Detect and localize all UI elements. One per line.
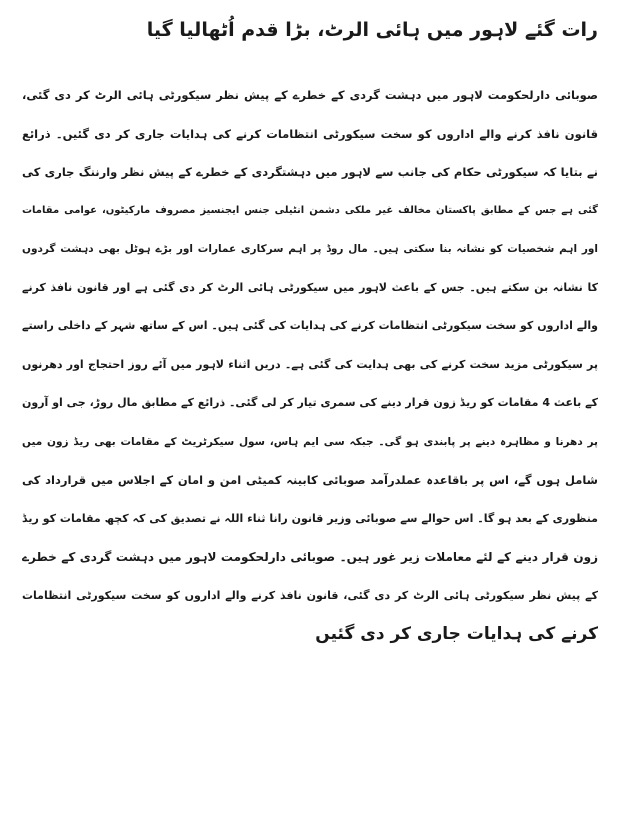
article-line: شامل ہوں گے، اس پر باقاعدہ عملدرآمد صوبائی کابینہ کمیٹی امن و امان کے اجلاس میں قرارداد کی bbox=[22, 473, 598, 487]
article-line: پر دھرنا و مظاہرہ دینے پر پابندی ہو گی۔ جبکہ سی ایم ہاس، سول سیکرٹریٹ کے مقامات بھی ریڈ زون میں bbox=[22, 435, 598, 448]
article-line: اور اہم شخصیات کو نشانہ بنا سکتی ہیں۔ مال روڈ پر اہم سرکاری عمارات اور بڑے ہوٹل بھی دہشت گردوں bbox=[22, 243, 598, 255]
article-line: کرنے کی ہدایات جاری کر دی گئیں bbox=[315, 624, 598, 644]
article-line: زون قرار دینے کے لئے معاملات زیر غور ہیں۔ صوبائی دارلحکومت لاہور میں دہشت گردی کے خطرے bbox=[22, 550, 598, 564]
article-line: صوبائی دارلحکومت لاہور میں دہشت گردی کے خطرے کے پیش نظر سیکورٹی ہائی الرٹ کر دی گئی، bbox=[22, 88, 598, 102]
article-headline: رات گئے لاہور میں ہائی الرٹ، بڑا قدم اُٹھالیا گیا bbox=[146, 19, 598, 41]
article-line: والے اداروں کو سخت سیکورٹی انتظامات کرنے کی ہدایات کی گئی ہیں۔ اس کے ساتھ شہر کے داخلی راستے bbox=[22, 319, 598, 332]
article-line: کے باعث 4 مقامات کو ریڈ زون قرار دینے کی سمری تیار کر لی گئی۔ ذرائع کے مطابق مال روڑ، جی او آرون bbox=[22, 396, 598, 409]
article-line: منظوری کے بعد ہو گا۔ اس حوالے سے صوبائی وزیر قانون رانا ثناء اللہ نے تصدیق کی کہ کچھ مقامات کو ریڈ bbox=[22, 511, 598, 525]
article-line: نے بتایا کہ سیکورٹی حکام کی جانب سے لاہور میں دہشتگردی کے خطرے کے پیش نظر وارننگ جاری کی bbox=[22, 165, 598, 179]
article-line: قانون نافذ کرنے والے اداروں کو سخت سیکورٹی انتظامات کرنے کی ہدایات جاری کر دی گئیں۔ ذرائع bbox=[22, 126, 598, 141]
article-line: گئی ہے جس کے مطابق پاکستان مخالف غیر ملکی دشمن انٹیلی جنس ایجنسیز مصروف مارکیٹوں، عوامی مقامات bbox=[22, 204, 598, 216]
article-line: کے پیش نظر سیکورٹی ہائی الرٹ کر دی گئی، قانون نافذ کرنے والے اداروں کو سخت سیکورٹی انتظامات bbox=[22, 588, 598, 602]
article-line: کا نشانہ بن سکتے ہیں۔ جس کے باعث لاہور میں سیکورٹی ہائی الرٹ کر دی گئی ہے اور قانون نافذ کرنے bbox=[22, 280, 598, 294]
article-line: پر سیکورٹی مزید سخت کرنے کی بھی ہدایت کی گئی ہے۔ دریں اثناء لاہور میں آئے روز احتجاج اور دھرنوں bbox=[22, 357, 598, 371]
article-body bbox=[22, 76, 598, 654]
